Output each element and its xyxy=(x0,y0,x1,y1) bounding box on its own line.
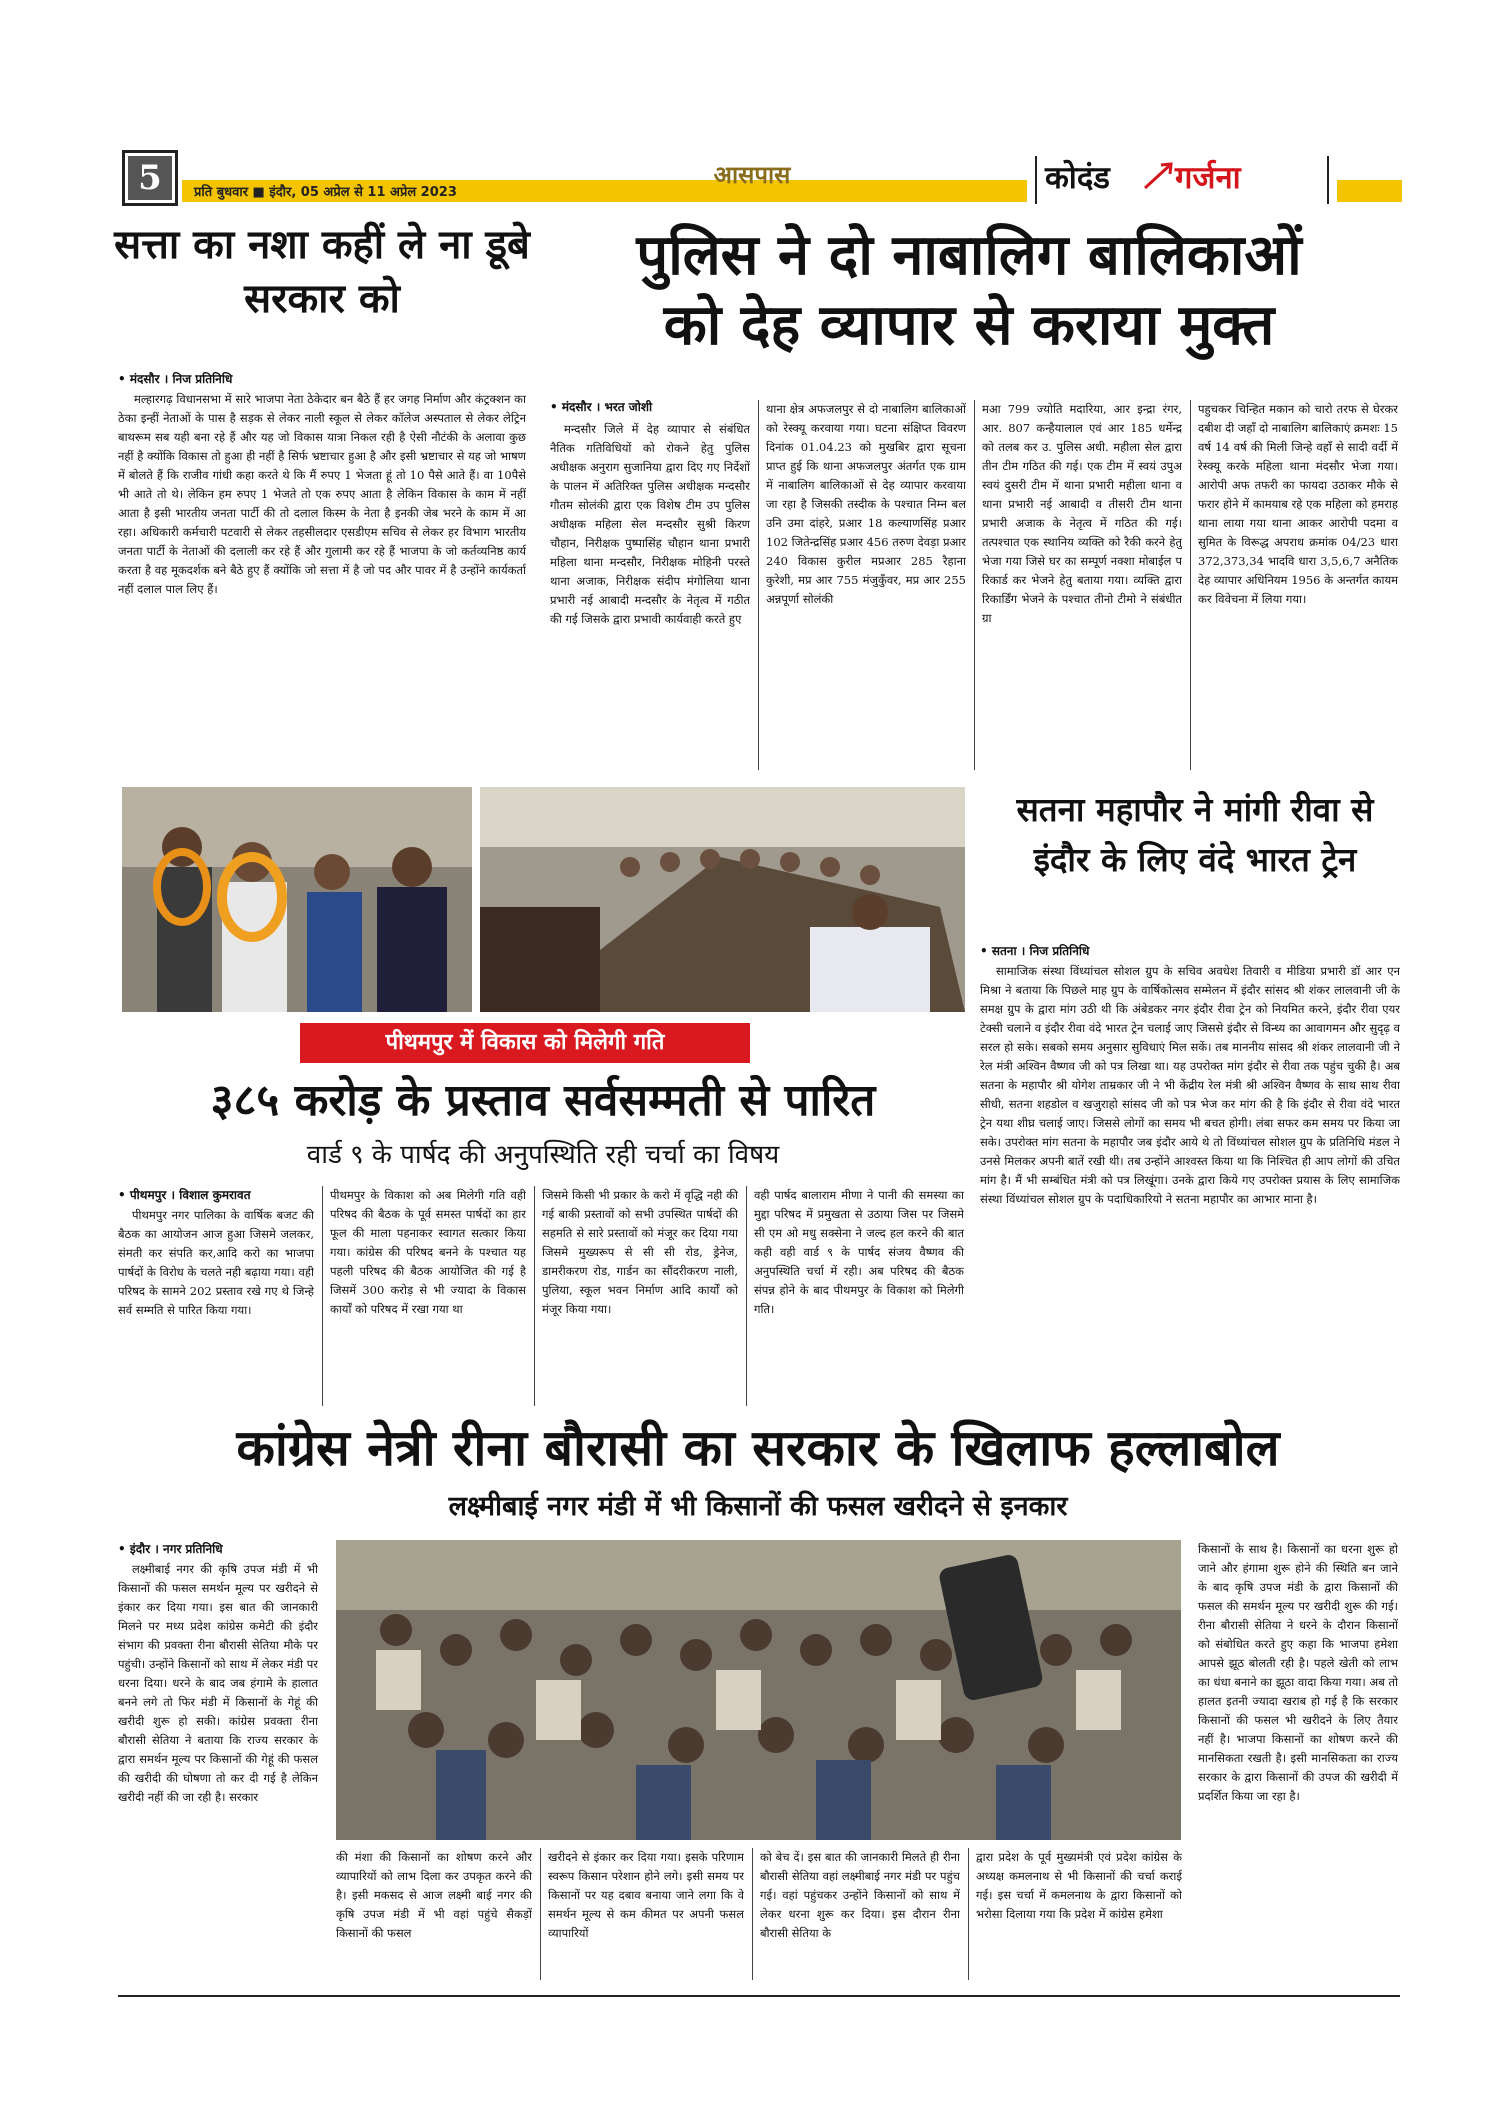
story1-byline xyxy=(118,370,232,387)
story5-col1: लक्ष्मीबाई नगर की कृषि उपज मंडी में भी किसानों की फसल समर्थन मूल्य पर खरीदने से इंकार कर दिया गया। इस बात की जानकारी मिलने पर मध्य प्रदेश कांग्रेस कमेटी की इंदौर संभाग की प्रवक्ता रीना बौरासी सेतिया मौके पर पहुंची। उन्होंने किसानों को साथ में लेकर मंडी पर धरना दिया। धरने के बाद जब हंगामे के हालात बनने लगे तो फिर मंडी में किसानों के गेहूं की खरीदी शुरू हो सकी। कांग्रेस प्रवक्ता रीना बौरासी सेतिया ने बताया कि राज्य सरकार के द्वारा समर्थन मूल्य पर किसानों की गेहूं की फसल की खरीदी की घोषणा तो कर दी गई है लेकिन खरीदी नहीं की जा रही है। सरकार xyxy=(118,1562,318,1804)
footer-rule xyxy=(118,1995,1400,1997)
byline-author: । नगर प्रतिनिधि xyxy=(154,1542,223,1556)
story4-col1: पीथमपुर नगर पालिका के वार्षिक बजट की बैठक का आयोजन आज हुआ जिसमे जलकर, संमती कर संपति कर,आदि करो का भाजपा पार्षदों के विरोध के चलते नही बढ़ाया गया। वही परिषद के सामने 202 प्रस्ताव रखे गए थे जिन्हे सर्व सम्मति से पारित किया गया। xyxy=(118,1208,314,1317)
dateline: प्रति बुधवार ■ इंदौर, 05 अप्रेल से 11 अप्रेल 2023 xyxy=(194,185,457,200)
byline-place: • पीथमपुर xyxy=(118,1188,167,1202)
story4-subheadline: वार्ड ९ के पार्षद की अनुपस्थिति रही चर्चा का विषय xyxy=(306,1140,780,1170)
byline-place: • इंदौर xyxy=(118,1542,151,1556)
logo-right-text: गर्जना xyxy=(1175,160,1241,196)
story4-kicker xyxy=(300,1023,750,1063)
masthead xyxy=(122,150,1402,212)
story5-col5: द्वारा प्रदेश के पूर्व मुख्यमंत्री एवं प्रदेश कांग्रेस के अध्यक्ष कमलनाथ से भी किसानों की चर्चा कराई गई। इस चर्चा में कमलनाथ के द्वारा किसानों को भरोसा दिलाया गया कि प्रदेश में कांग्रेस हमेशा xyxy=(976,1850,1182,1921)
photo-farmers-protest xyxy=(336,1540,1181,1840)
story2-headline-line1: पुलिस ने दो नाबालिग बालिकाओं xyxy=(636,223,1302,288)
story3-byline xyxy=(980,942,1089,959)
byline-author: । विशाल कुमरावत xyxy=(170,1188,251,1202)
byline-author: । निज प्रतिनिधि xyxy=(1020,944,1090,958)
story4-headline: ३८५ करोड़ के प्रस्ताव सर्वसम्मती से पारित xyxy=(210,1075,876,1126)
section-title: आसपास xyxy=(713,161,791,189)
story2-col1: मन्दसौर जिले में देह व्यापार से संबंधित नैतिक गतिविधियों को रोकने हेतु पुलिस अधीक्षक अनुराग सुजानिया द्वारा दिए गए निर्देशों के पालन में अतिरिक्त पुलिस अधीक्षक मन्दसौर गौतम सोलंकी द्वारा एक विशेष टीम उप पुलिस अधीक्षक महिला सेल मन्दसौर सुश्री किरण चौहान, निरीक्षक पुष्पासिंह चौहान थाना प्रभारी महिला थाना मन्दसौर, निरीक्षक मोहिनी परस्ते थाना अजाक, निरीक्षक संदीप मंगोलिया थाना प्रभारी नई आबादी मन्दसौर के नेतृत्व में गठीत की गई जिसके द्वारा प्रभावी कार्यवाही करते हुए xyxy=(550,422,750,626)
story2-col2: थाना क्षेत्र अफजलपुर से दो नाबालिग बालिकाओं को रेस्क्यू करवाया गया। घटना संक्षिप्त विवरण दिनांक 01.04.23 को मुखबिर द्वारा सूचना प्राप्त हुई कि थाना अफजलपुर अंतर्गत एक ग्राम में नाबालिग बालिकाओं से देह व्यापार करवाया जा रहा है जिसकी तस्दीक के पश्चात निम्न बल उनि उमा दांहरे, प्रआर 18 कल्याणसिंह प्रआर 102 जितेन्द्रसिंह प्रआर 456 तरुण देवड़ा प्रआर 240 विकास कुरील मप्रआर 285 रैहाना कुरेशी, मप्र आर 755 मंजुकुँवर, मप्र आर 255 अन्नपूर्णा सोलंकी xyxy=(766,402,966,606)
byline-author: । निज प्रतिनिधि xyxy=(163,372,233,386)
byline-author: । भरत जोशी xyxy=(595,400,653,414)
story2-col4: पहुचकर चिन्हित मकान को चारो तरफ से घेरकर दबीश दी जहाँ दो नाबालिग बालिकाएं क्रमशः 15 वर्ष 14 वर्ष की मिली जिन्हे वहाँ से सादी वर्दी में रेस्क्यू करके महिला थाना मंदसौर भेजा गया। आरोपी अफ तफरी का फायदा उठाकर मौके से फरार होने में कामयाब रहे एक महिला को हमराह थाना लाया गया थाना आकर आरोपी पदमा व सुमित के विरूद्ध अपराध क्रमांक 04/23 धारा 372,373,34 भादवि धारा 3,5,6,7 अनैतिक देह व्यापार अधिनियम 1956 के अन्तर्गत कायम कर विवेचना में लिया गया। xyxy=(1198,402,1398,606)
photo-garland-felicitation xyxy=(122,787,472,1012)
story2-col3: मआ 799 ज्योति मदारिया, आर इन्द्रा रंगर, आर. 807 कन्हैयालाल एवं आर 185 धर्मेन्द्र को तलब कर उ. पुलिस अधी. महीला सेल द्वारा तीन टीम गठित की गई। एक टीम में स्वयं उपुअ स्वयं दुसरी टीम में थाना प्रभारी महीला थाना व थाना प्रभारी नई आबादी व तीसरी टीम थाना प्रभारी अजाक के नेतृत्व में गठित की गई। तत्पश्चात एक स्थानिय व्यक्ति को रैकी करने हेतु भेजा गया जिसे घर का सम्पूर्ण नक्शा मोबाईल प रिकार्ड कर भेजने हेतु बताया गया। व्यक्ति द्वारा रिकार्डिंग भेजने के पश्चात तीनो टीमो ने संबंधीत ग्रा xyxy=(982,402,1182,625)
story5-col2: की मंशा की किसानों का शोषण करने और व्यापारियों को लाभ दिला कर उपकृत करने की है। इसी मकसद से आज लक्ष्मी बाई नगर की कृषि उपज मंडी में भी वहां पहुंचे सैकड़ों किसानों की फसल xyxy=(336,1850,532,1940)
bow-arrow-icon xyxy=(1143,162,1173,190)
story3-headline: सतना महापौर ने मांगी रीवा से इंदौर के लिए वंदे भारत ट्रेन xyxy=(1016,790,1374,879)
story2-headline-line2: को देह व्यापार से कराया मुक्त xyxy=(663,293,1275,358)
page-number-box xyxy=(122,150,178,206)
story4-col2: पीथमपुर के विकाश को अब मिलेगी गति वही परिषद की बैठक के पूर्व समस्त पार्षदों का हार फूल की माला पहनाकर स्वागत सत्कार किया गया। कांग्रेस की परिषद बनने के पश्चात यह पहली परिषद की बैठक आयोजित की गई है जिसमें 300 करोड़ से भी ज्यादा के विकास कार्यों को परिषद में रखा गया था xyxy=(330,1188,526,1316)
story4-col3: जिसमे किसी भी प्रकार के करो में वृद्धि नही की गई बाकी प्रस्तावों को सभी उपस्थित पार्षदों की सहमति से सारे प्रस्तावों को मंजूर कर दिया गया जिसमे मुख्यरूप से सी सी रोड, ड्रेनेज, डामरीकरण रोड, गार्डन का सौंदरीकरण नाली, पुलिया, स्कूल भवन निर्माण आदि कार्यों को मंजूर किया गया। xyxy=(542,1188,738,1316)
story1-body: मल्हारगढ़ विधानसभा में सारे भाजपा नेता ठेकेदार बन बैठे हैं हर जगह निर्माण और कंट्रक्शन का ठेका इन्हीं नेताओं के पास है सड़क से लेकर नाली स्कूल से लेकर कॉलेज अस्पताल से लेकर लेट्रिन बाथरूम सब यही बना रहे हैं और यह जो विकास यात्रा निकल रही है ऐसी नौटंकी के अलावा कुछ नहीं है क्योंकि विकास तो हुआ ही नहीं है सिर्फ भ्रष्टाचार हुआ है और इसी भ्रष्टाचार से यह जो भाषण में बोलते हैं कि राजीव गांधी कहा करते थे कि मैं रुपए 1 भेजता हूं तो 10 पैसे आते हैं। वा 10पैसे भी आते तो थे। लेकिन हम रुपए 1 भेजते तो एक रुपए आता है लेकिन विकास के काम में नहीं आता है इसी भारतीय जनता पार्टी की तो दलाल किस्म के नेता है इनकी जेब भरने के काम में आ रहा। अधिकारी कर्मचारी पटवारी से लेकर तहसीलदार एसडीएम सचिव से लेकर हर विभाग भारतीय जनता पार्टी के नेताओं की दलाली कर रहे हैं और गुलामी कर रहे हैं भाजपा के जो कर्तव्यनिष्ठ कार्य करता है वह मूकदर्शक बने बैठे हुए हैं क्योंकि जो सत्ता में है जो पद और पावर में है उन्होंने कार्यकर्ता नहीं दलाल पाल लिए हैं। xyxy=(118,392,526,596)
photo-council-meeting xyxy=(480,787,965,1012)
story5-byline xyxy=(118,1540,223,1557)
page-number: 5 xyxy=(138,158,162,198)
logo xyxy=(1027,150,1337,206)
story5-headline: कांग्रेस नेत्री रीना बौरासी का सरकार के खिलाफ हल्लाबोल xyxy=(236,1419,1280,1477)
logo-left-text: कोदंड xyxy=(1045,160,1110,196)
story4-col4: वही पार्षद बालाराम मीणा ने पानी की समस्या का मुद्दा परिषद में प्रमुखता से उठाया जिस पर जिसमे सी एम ओ मधु सक्सेना ने जल्द हल करने की बात कही वही वार्ड ९ के पार्षद संजय वैष्णव की अनुपस्थिति चर्चा में रही। अब परिषद की बैठक संपन्न होने के बाद पीथमपुर के विकाश को मिलेगी गति। xyxy=(754,1188,964,1316)
story3-body: सामाजिक संस्था विंध्यांचल सोशल ग्रुप के सचिव अवधेश तिवारी व मीडिया प्रभारी डॉ आर एन मिश्रा ने बताया कि पिछले माह ग्रुप के वार्षिकोत्सव सम्मेलन में इंदौर सांसद श्री शंकर लालवानी जी के समक्ष ग्रुप के द्वारा मांग उठी थी कि अंबेडकर नगर इंदौर रीवा ट्रेन को नियमित करने, इंदौर रीवा एयर टेक्सी चलाने व इंदौर रीवा वंदे भारत ट्रेन चलाई जाए जिससे इंदौर से विन्ध्य का आवागमन और सुदृढ़ व सरल हो सके। सबको समय अनुसार सुविधाएं मिल सकें। तब माननीय सांसद श्री शंकर लालवानी जी ने रेल मंत्री अश्विन वैष्णव जी को पत्र लिखा था। यह उपरोक्त मांग इंदौर से रीवा तक पहुंच चुकी है। अब सतना के महापौर श्री योगेश ताम्रकार जी ने भी केंद्रीय रेल मंत्री श्री अश्विन वैष्णव के साथ साथ रीवा सीधी, सतना शहडोल व खजुराहो सांसद जी को पत्र भेज कर मांग की है कि इंदौर से रीवा वंदे भारत ट्रेन यथा शीघ्र चलाई जाए। जिससे लोगों का समय भी बचत होगी। लंबा सफर कम समय पर किया जा सके। उपरोक्त मांग सतना के महापौर जब इंदौर आये थे तो विंध्यांचल सोशल ग्रुप के प्रतिनिधि मंडल ने उनसे मिलकर अपनी बातें रखी थी। तब उन्होंने आश्वस्त किया था कि निश्चित ही आप लोगों की उचित मांग है। मैं भी सम्बंधित मंत्री को पत्र लिखूंगा। उनके द्वारा किये गए उपरोक्त प्रयास के लिए सामाजिक संस्था विंध्यांचल सोशल ग्रुप के पदाधिकारियो ने सतना महापौर का आभार माना है। xyxy=(980,964,1400,1206)
story5-col3: खरीदने से इंकार कर दिया गया। इसके परिणाम स्वरूप किसान परेशान होने लगे। इसी समय पर किसानों पर यह दबाव बनाया जाने लगा कि वे समर्थन मूल्य से कम कीमत पर अपनी फसल व्यापारियों xyxy=(548,1850,744,1940)
story4-byline xyxy=(118,1186,251,1203)
byline-place: • सतना xyxy=(980,944,1017,958)
story5-subheadline: लक्ष्मीबाई नगर मंडी में भी किसानों की फसल खरीदने से इनकार xyxy=(448,1491,1068,1522)
kicker-text: पीथमपुर में विकास को मिलेगी गति xyxy=(385,1030,665,1055)
story5-col6: किसानों के साथ है। किसानों का धरना शुरू हो जाने और हंगामा शुरू होने की स्थिति बन जाने के बाद कृषि उपज मंडी के द्वारा किसानों की फसल की समर्थन मूल्य पर खरीदी शुरू की गई। रीना बौरासी सेतिया ने धरने के दौरान किसानों को संबोधित करते हुए कहा कि भाजपा हमेशा आपसे झूठ बोलती रही है। पहले खेती को लाभ का धंधा बनाने का झूठा वादा किया गया। अब तो हालत इतनी ज्यादा खराब हो गई है कि सरकार किसानों की फसल भी खरीदने के लिए तैयार नहीं है। भाजपा किसानों का शोषण करने की मानसिकता रखती है। इसी मानसिकता का राज्य सरकार के द्वारा किसानों की उपज की खरीदी में प्रदर्शित किया जा रहा है। xyxy=(1198,1542,1398,1803)
story1-headline: सत्ता का नशा कहीं ले ना डूबे सरकार को xyxy=(114,222,530,322)
story5-col4: को बेच दें। इस बात की जानकारी मिलते ही रीना बौरासी सेतिया वहां लक्ष्मीबाई नगर मंडी पर पहुंच गई। वहां पहुंचकर उन्होंने किसानों को साथ में लेकर धरना शुरू कर दिया। इस दौरान रीना बौरासी सेतिया के xyxy=(760,1850,960,1940)
story2-byline xyxy=(550,398,652,415)
byline-place: • मंदसौर xyxy=(550,400,592,414)
byline-place: • मंदसौर xyxy=(118,372,160,386)
